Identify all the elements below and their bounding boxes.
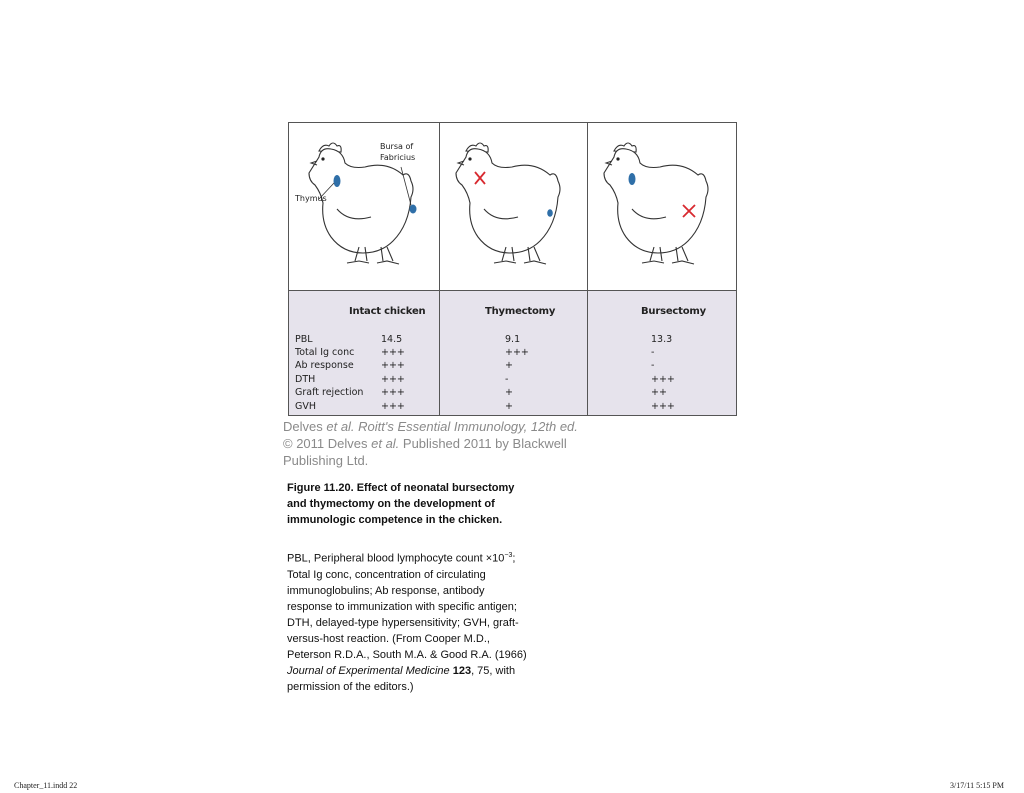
bursa-organ — [410, 205, 417, 214]
cell-ab-bursectomy: - — [651, 360, 655, 371]
cell-dth-intact: +++ — [381, 374, 405, 385]
cell-ab-intact: +++ — [381, 360, 405, 371]
thymectomy-panel — [440, 123, 588, 290]
cell-gvh-thymectomy: + — [505, 401, 513, 412]
figure-panel — [288, 122, 737, 416]
cell-dth-thymectomy: - — [505, 374, 509, 385]
cell-dth-bursectomy: +++ — [651, 374, 675, 385]
results-table — [289, 290, 736, 415]
thymus-label: Thymus — [295, 194, 327, 203]
cell-pbl-intact: 14.5 — [381, 334, 403, 345]
column-header-bursectomy: Bursectomy — [641, 306, 706, 317]
thymectomy-chicken-illustration — [440, 123, 588, 290]
thymus-organ — [334, 175, 341, 187]
footer-timestamp: 3/17/11 5:15 PM — [950, 781, 1004, 790]
intact-chicken-illustration — [289, 123, 440, 290]
cell-ig-bursectomy: - — [651, 347, 655, 358]
intact-chicken-panel — [289, 123, 440, 290]
row-label-gvh: GVH — [295, 401, 317, 412]
row-label-ab-response: Ab response — [295, 360, 354, 371]
cell-graft-bursectomy: ++ — [651, 387, 667, 398]
copyright-credit: Delves et al. Roitt's Essential Immunology, 12th ed. © 2011 Delves et al. Published 2011 by Blackwell Publishing Ltd. — [283, 419, 578, 468]
cell-graft-intact: +++ — [381, 387, 405, 398]
thymus-organ — [629, 173, 636, 185]
cell-ab-thymectomy: + — [505, 360, 513, 371]
row-label-pbl: PBL — [295, 334, 313, 345]
cell-gvh-intact: +++ — [381, 401, 405, 412]
cell-gvh-bursectomy: +++ — [651, 401, 675, 412]
bursa-organ — [547, 209, 553, 217]
cell-pbl-bursectomy: 13.3 — [651, 334, 673, 345]
cell-ig-thymectomy: +++ — [505, 347, 529, 358]
column-header-intact: Intact chicken — [349, 306, 426, 317]
column-header-thymectomy: Thymectomy — [485, 306, 556, 317]
cell-ig-intact: +++ — [381, 347, 405, 358]
row-label-graft-rejection: Graft rejection — [295, 387, 364, 398]
row-label-dth: DTH — [295, 374, 316, 385]
row-label-total-ig: Total Ig conc — [295, 347, 355, 358]
cell-pbl-thymectomy: 9.1 — [505, 334, 521, 345]
bursectomy-chicken-illustration — [588, 123, 736, 290]
bursa-label-line1: Bursa of — [380, 142, 414, 151]
figure-caption-title: Figure 11.20. Effect of neonatal bursectomy and thymectomy on the development of immunologic competence in the chicken. — [287, 482, 515, 526]
footer-file-name: Chapter_11.indd 22 — [14, 781, 78, 790]
cell-graft-thymectomy: + — [505, 387, 513, 398]
figure-caption-body: PBL, Peripheral blood lymphocyte count $\times 10^{-3}$; Total Ig conc, concentration of circulating immunoglobulins; Ab response, antibody response to immunization with specific antigen; DTH, delayed-type hypersensitivity; GVH, graft-versus-host reaction. (From Cooper M.D., Peterson R.D.A., South M.A. & Good R.A. (1966) Journal of Experimental Medicine 123, 75, with permission of the editors.) — [287, 552, 527, 693]
bursa-label-line2: Fabricius — [380, 153, 416, 162]
bursectomy-panel — [588, 123, 736, 290]
